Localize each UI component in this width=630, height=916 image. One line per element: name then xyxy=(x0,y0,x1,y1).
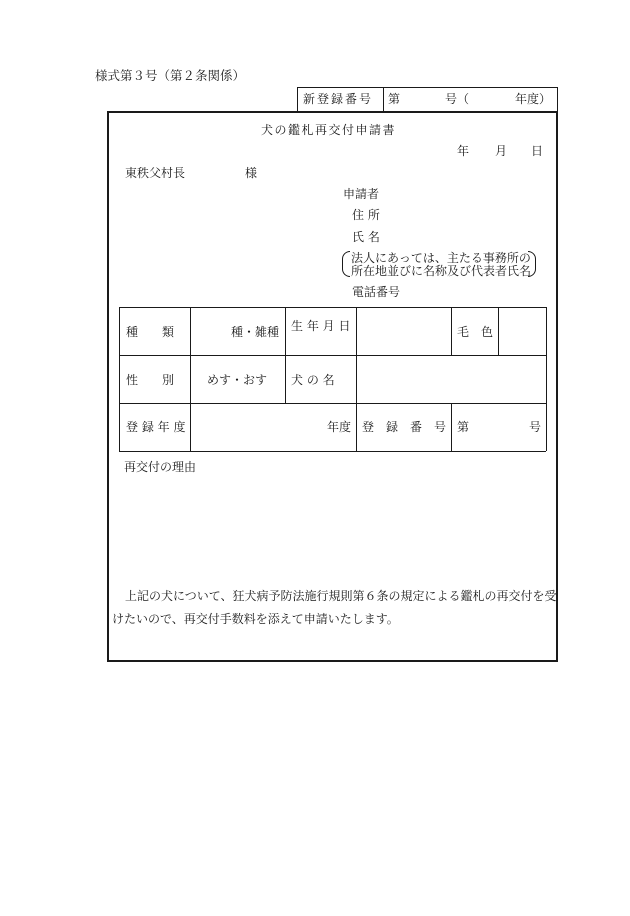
registration-dai: 第 xyxy=(388,92,401,106)
registration-number-dai: 第 xyxy=(457,420,470,434)
left-parenthesis xyxy=(342,251,350,277)
table-line-row1 xyxy=(119,355,546,356)
table-line-col4-bottom xyxy=(451,403,452,451)
table-line-col3 xyxy=(356,307,357,451)
statement-line2: けたいので、再交付手数料を添えて申請いたします。 xyxy=(112,612,399,626)
kind-value[interactable]: 種・雑種 xyxy=(231,325,280,339)
form-number: 様式第３号（第２条関係） xyxy=(95,68,246,83)
date-year[interactable]: 年 xyxy=(457,144,470,158)
corporation-note-line2: 所在地並びに名称及び代表者氏名 xyxy=(351,264,532,278)
applicant-phone-label[interactable]: 電話番号 xyxy=(352,285,401,299)
applicant-address-label[interactable]: 住 所 xyxy=(352,208,380,222)
registration-box-divider xyxy=(383,88,384,111)
registration-number-label: 新登録番号 xyxy=(303,92,374,106)
registration-year-suffix[interactable]: 年度 xyxy=(327,420,352,434)
registration-year[interactable]: 年度） xyxy=(515,92,552,106)
reissue-reason-area[interactable] xyxy=(119,480,546,580)
table-line-bottom xyxy=(119,451,546,452)
corporation-note-line1: 法人にあっては、主たる事務所の xyxy=(351,251,531,265)
addressee-name: 東秩父村長 xyxy=(125,166,186,180)
registration-year-label: 登 録 年 度 xyxy=(126,420,186,434)
registration-number-row-label: 登 録 番 号 xyxy=(362,420,447,434)
coat-color-label: 毛 色 xyxy=(457,325,494,339)
table-line-col2 xyxy=(285,307,286,403)
reissue-reason-label: 再交付の理由 xyxy=(124,460,197,474)
table-line-left xyxy=(119,307,120,451)
table-line-col1 xyxy=(190,307,191,451)
table-line-col5 xyxy=(498,307,499,355)
statement-line1: 上記の犬について、狂犬病予防法施行規則第６条の規定による鑑札の再交付を受 xyxy=(125,589,557,603)
date-month[interactable]: 月 xyxy=(495,144,508,158)
birth-date-label: 生 年 月 日 xyxy=(291,319,351,333)
kind-label: 種 類 xyxy=(126,325,175,339)
sex-value[interactable]: めす・おす xyxy=(207,373,268,387)
table-line-col4 xyxy=(451,307,452,355)
addressee-honorific: 様 xyxy=(245,166,258,180)
registration-number-go[interactable]: 号 xyxy=(529,420,542,434)
form-title: 犬の鑑札再交付申請書 xyxy=(261,123,397,137)
sex-label: 性 別 xyxy=(126,373,175,387)
applicant-name-label[interactable]: 氏 名 xyxy=(352,230,380,244)
table-line-row2 xyxy=(119,403,546,404)
registration-go[interactable]: 号（ xyxy=(445,92,470,106)
table-line-top xyxy=(119,307,546,308)
table-line-right xyxy=(546,307,547,451)
date-day[interactable]: 日 xyxy=(531,144,544,158)
dog-name-label: 犬 の 名 xyxy=(291,373,335,387)
applicant-heading: 申請者 xyxy=(343,187,380,201)
